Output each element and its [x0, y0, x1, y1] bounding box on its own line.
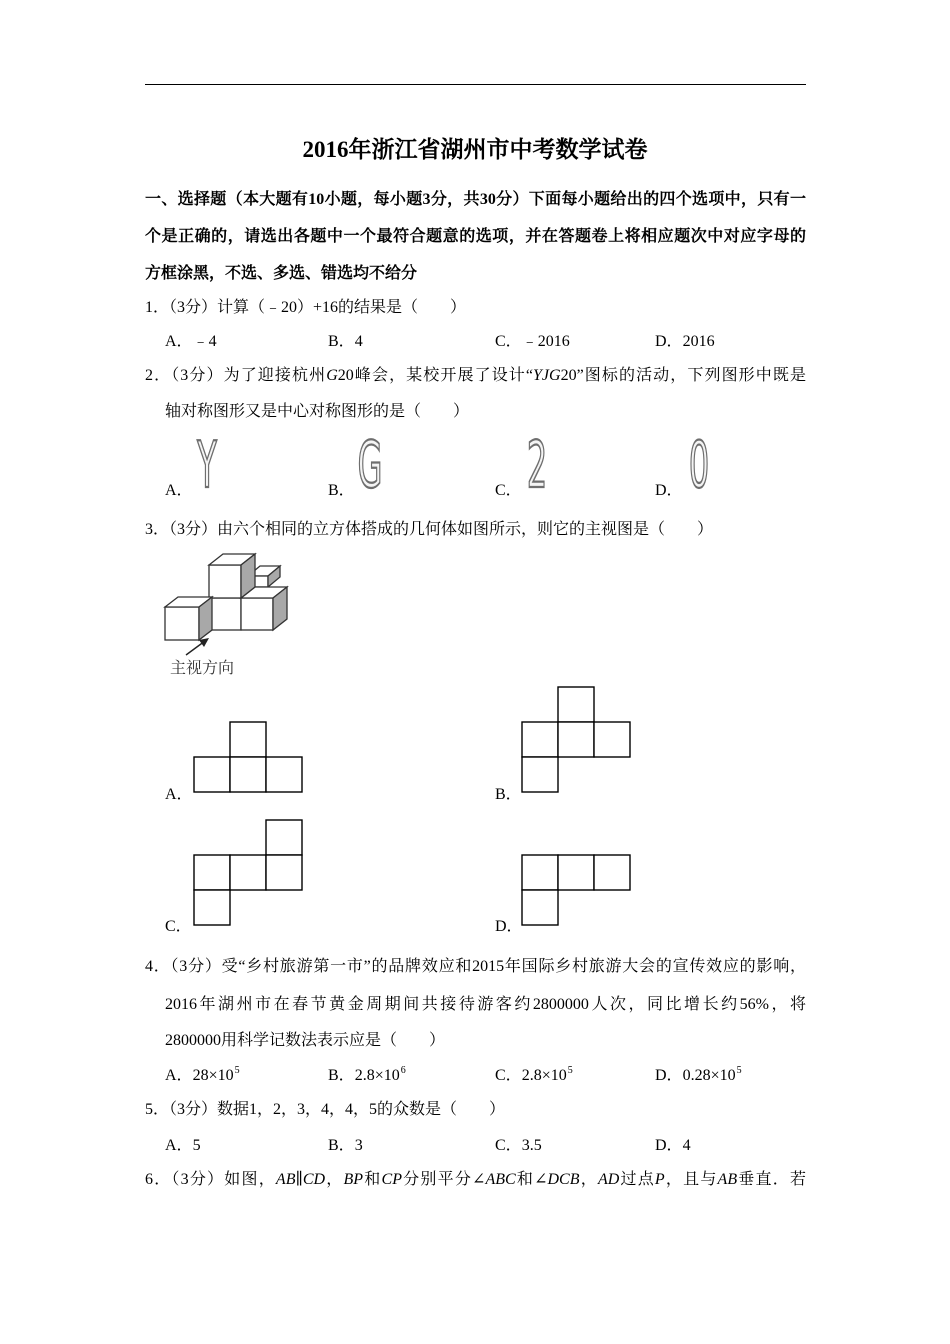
q3-option-a-square: [266, 757, 302, 792]
q3-option-c-square: [194, 855, 230, 890]
q5-option-c-label: C．: [495, 1137, 522, 1154]
q1-option-a-text: ﹣4: [192, 333, 217, 350]
q3-option-d-label: D．: [495, 918, 523, 935]
q2-option-a-label: A．: [165, 482, 193, 499]
q1-option-a: [165, 332, 217, 352]
q1-option-d-label: D．: [655, 333, 683, 350]
q2-stem-line-1: [145, 366, 806, 386]
q4-option-a: [165, 1066, 240, 1086]
q6-stem-text: 分别平分∠: [401, 1171, 486, 1188]
q5-option-c-text: 3.5: [521, 1137, 542, 1154]
cube-bottom-1-front-face: [209, 598, 241, 630]
q4-option-b-exponent: 6: [400, 1065, 406, 1076]
q5-option-b: [328, 1136, 363, 1156]
q4-option-a-exponent: 5: [234, 1065, 240, 1076]
q2-option-a-image: [191, 427, 223, 503]
q6-stem-italic: AD: [597, 1171, 620, 1188]
q5-option-c: [495, 1136, 542, 1156]
q4-option-c: [495, 1066, 573, 1086]
q1-option-a-label: A．: [165, 333, 193, 350]
q2-stem-italic: YJG: [533, 367, 561, 384]
q6-stem-italic: BP: [343, 1171, 364, 1188]
cube-bottom-2-front-face: [241, 598, 273, 630]
q6-stem-italic: CP: [381, 1171, 402, 1188]
q2-stem-line-2: 轴对称图形又是中心对称图形的是（ ）: [165, 403, 470, 420]
q5-option-d-text: 4: [682, 1137, 691, 1154]
q2-option-c-image: [521, 427, 553, 503]
q3-option-b-label: B．: [495, 786, 522, 803]
q4-stem-line-1: 4．（3分）受“乡村旅游第一市”的品牌效应和2015年国际乡村旅游大会的宣传效应的影响，: [145, 958, 806, 975]
q3-cube-figure: [155, 545, 295, 657]
q4-option-b-label: B．: [328, 1067, 355, 1084]
q4-option-a-base: 28×10: [192, 1067, 234, 1084]
q2-option-d-glyph: 0: [688, 427, 710, 503]
q5-option-d: [655, 1136, 691, 1156]
q6-stem: [145, 1170, 806, 1190]
q3-option-b-square: [558, 722, 594, 757]
q2-stem-text: 2．（3分）为了迎接杭州: [145, 367, 327, 384]
q4-option-b: [328, 1066, 406, 1086]
q1-option-d: [655, 332, 715, 352]
q1-option-b-text: 4: [354, 333, 363, 350]
q3-option-b-square: [558, 687, 594, 722]
q4-option-d-base: 0.28×10: [682, 1067, 736, 1084]
q4-option-d-label: D．: [655, 1067, 683, 1084]
q3-option-a-square: [230, 757, 266, 792]
q6-stem-italic: CD: [302, 1171, 326, 1188]
q3-option-a-figure: [192, 720, 304, 794]
q5-option-a: [165, 1136, 201, 1156]
q1-option-b: [328, 332, 363, 352]
q3-option-d-square: [522, 890, 558, 925]
top-rule: [145, 84, 806, 85]
q6-stem-italic: P: [654, 1171, 665, 1188]
q4-option-c-label: C．: [495, 1067, 522, 1084]
q4-option-d: [655, 1066, 742, 1086]
q2-option-b-glyph: G: [357, 427, 383, 503]
q2-option-a-glyph: Y: [197, 427, 217, 503]
q1-option-c-label: C．: [495, 333, 522, 350]
q5-option-b-text: 3: [354, 1137, 363, 1154]
q6-stem-text: 和∠: [515, 1171, 548, 1188]
q4-option-a-label: A．: [165, 1067, 193, 1084]
q4-stem-line-2: 2016年湖州市在春节黄金周期间共接待游客约2800000人次，同比增长约56%，将: [165, 996, 806, 1013]
q2-stem-text: 20”图标的活动，下列图形中既是: [560, 367, 806, 384]
q6-stem-italic: AB: [717, 1171, 738, 1188]
q3-option-c-figure: [192, 818, 304, 927]
q6-stem-italic: DCB: [547, 1171, 580, 1188]
q6-stem-text: 和: [363, 1171, 382, 1188]
q4-option-c-exponent: 5: [567, 1065, 573, 1076]
q2-option-d-label: D．: [655, 482, 683, 499]
q5-option-a-label: A．: [165, 1137, 193, 1154]
q6-stem-text: 6．（3分）如图，: [145, 1171, 276, 1188]
q3-option-c-label: C．: [165, 918, 192, 935]
q2-option-d-image: [683, 427, 715, 503]
page-title: 2016年浙江省湖州市中考数学试卷: [302, 137, 648, 162]
q3-option-c-square: [266, 855, 302, 890]
q3-option-b-square: [522, 722, 558, 757]
q2-option-b-image: [354, 427, 386, 503]
q5-option-a-text: 5: [192, 1137, 201, 1154]
q5-option-d-label: D．: [655, 1137, 683, 1154]
section-instruction-line-1: 一、选择题（本大题有10小题，每小题3分，共30分）下面每小题给出的四个选项中，只有一: [145, 191, 806, 208]
q3-option-b-square: [594, 722, 630, 757]
cube-left-front-face: [165, 607, 199, 640]
q2-option-c-glyph: 2: [526, 427, 548, 503]
q3-option-d-square: [522, 855, 558, 890]
q6-stem-italic: AB: [275, 1171, 296, 1188]
q3-option-d-square: [558, 855, 594, 890]
q4-option-b-base: 2.8×10: [354, 1067, 400, 1084]
q5-option-b-label: B．: [328, 1137, 355, 1154]
q6-stem-text: ，且与: [664, 1171, 718, 1188]
q6-stem-text: ∥: [295, 1171, 303, 1188]
q6-stem-italic: ABC: [485, 1171, 516, 1188]
q3-option-d-square: [594, 855, 630, 890]
q4-option-c-base: 2.8×10: [521, 1067, 567, 1084]
q2-option-c-label: C．: [495, 482, 522, 499]
q1-option-b-label: B．: [328, 333, 355, 350]
q3-option-c-square: [194, 890, 230, 925]
q3-option-d-figure: [520, 853, 633, 927]
q3-figure-caption: 主视方向: [170, 658, 235, 677]
q3-option-c-square: [266, 820, 302, 855]
q3-option-a-label: A．: [165, 786, 193, 803]
q2-option-b-label: B．: [328, 482, 355, 499]
q1-option-c: [495, 332, 570, 352]
q1-stem: 1．（3分）计算（﹣20）+16的结果是（ ）: [145, 299, 467, 316]
q1-option-d-text: 2016: [682, 333, 715, 350]
q3-option-b-figure: [520, 685, 633, 794]
q2-stem-text: 20峰会，某校开展了设计“: [337, 367, 533, 384]
section-instruction-line-3: 方框涂黑，不选、多选、错选均不给分: [145, 265, 418, 282]
cube-top-front-face: [209, 565, 241, 598]
q3-stem: 3．（3分）由六个相同的立方体搭成的几何体如图所示，则它的主视图是（ ）: [145, 521, 714, 538]
q4-stem-line-3: 2800000用科学记数法表示应是（ ）: [165, 1032, 446, 1049]
q6-stem-text: ，: [579, 1171, 598, 1188]
q3-option-b-square: [522, 757, 558, 792]
q4-option-d-exponent: 5: [736, 1065, 742, 1076]
q3-option-a-square: [230, 722, 266, 757]
q6-stem-text: ，: [325, 1171, 344, 1188]
q6-stem-text: 过点: [619, 1171, 655, 1188]
q1-option-c-text: ﹣2016: [521, 333, 570, 350]
section-instruction-line-2: 个是正确的，请选出各题中一个最符合题意的选项，并在答题卷上将相应题次中对应字母的: [145, 228, 806, 245]
q3-option-a-square: [194, 757, 230, 792]
q6-stem-text: 垂直．若: [737, 1171, 806, 1188]
q3-option-c-square: [230, 855, 266, 890]
q5-stem: 5．（3分）数据1，2，3，4，4，5的众数是（ ）: [145, 1101, 506, 1118]
q2-stem-italic: G: [326, 367, 338, 384]
